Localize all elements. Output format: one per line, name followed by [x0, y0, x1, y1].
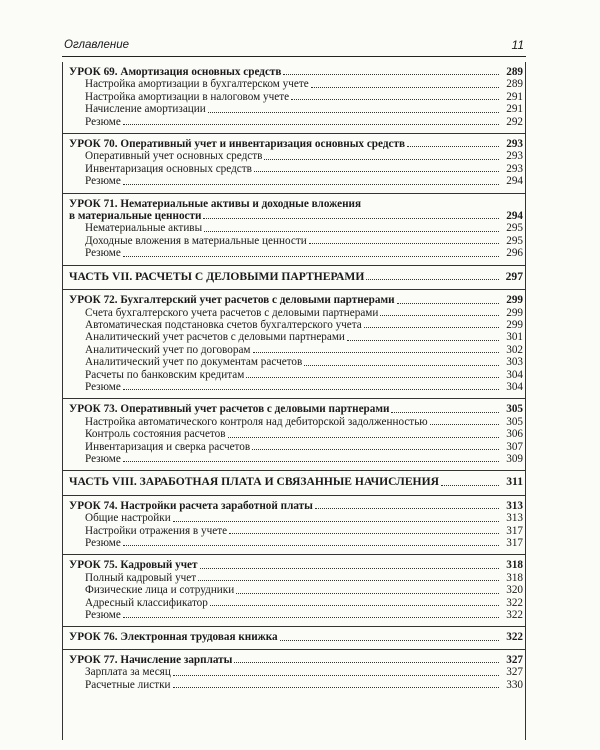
toc-item-row[interactable] [63, 235, 525, 247]
toc-page-number: 293 [506, 150, 523, 163]
toc-page-number: 291 [506, 90, 523, 103]
toc-page-number: 320 [506, 584, 523, 597]
dot-leader [123, 461, 499, 462]
toc-item-row[interactable] [63, 679, 525, 691]
table-of-contents [62, 62, 526, 740]
toc-item-row[interactable] [63, 150, 525, 162]
toc-item-title: Доходные вложения в материальные ценности [85, 234, 307, 247]
toc-item-row[interactable] [63, 381, 525, 393]
toc-page-number: 305 [506, 415, 523, 428]
dot-leader [254, 171, 499, 172]
page-header-title: Оглавление [64, 39, 129, 51]
toc-item-row[interactable] [63, 369, 525, 381]
toc-block-lesson-73 [63, 399, 525, 471]
toc-item-row[interactable] [63, 572, 525, 584]
dot-leader [397, 303, 499, 304]
toc-item-row[interactable] [63, 428, 525, 440]
toc-item-row[interactable] [63, 525, 525, 537]
toc-block-lesson-70 [63, 134, 525, 194]
dot-leader [311, 87, 499, 88]
toc-block-lesson-74 [63, 496, 525, 556]
toc-page-number: 305 [506, 403, 523, 416]
toc-item-title: Полный кадровый учет [85, 571, 197, 584]
toc-page-number: 289 [506, 78, 523, 91]
toc-item-row[interactable] [63, 416, 525, 428]
dot-leader [123, 124, 499, 125]
toc-item-title: Начисление амортизации [85, 103, 206, 116]
dot-leader [407, 146, 499, 147]
toc-page-number: 313 [506, 512, 523, 525]
toc-page-number: 289 [506, 66, 523, 78]
toc-block-lesson-69 [63, 62, 525, 134]
toc-item-row[interactable] [63, 307, 525, 319]
toc-item-title: Оперативный учет основных средств [85, 150, 263, 163]
toc-page-number: 302 [506, 343, 523, 356]
toc-block-lesson-77 [63, 650, 525, 696]
page-number: 11 [511, 38, 524, 52]
toc-item-row[interactable] [63, 537, 525, 549]
dot-leader [123, 256, 499, 257]
page-header [62, 38, 526, 57]
toc-item-title: Аналитический учет по договорам [85, 343, 251, 356]
dot-leader [246, 377, 499, 378]
toc-item-title: Настройки отражения в учете [85, 524, 228, 537]
toc-page-number: 299 [506, 294, 523, 307]
toc-page-number: 299 [506, 318, 523, 331]
toc-page-number: 322 [506, 596, 523, 609]
toc-block-lesson-72 [63, 290, 525, 399]
toc-item-title: Инвентаризация и сверка расчетов [85, 440, 251, 453]
toc-lesson-row[interactable] [63, 403, 525, 415]
dot-leader [430, 424, 499, 425]
toc-part-title: ЧАСТЬ VII. РАСЧЕТЫ С ДЕЛОВЫМИ ПАРТНЕРАМИ [69, 269, 365, 283]
toc-item-row[interactable] [63, 78, 525, 90]
toc-item-title: Резюме [85, 380, 121, 393]
toc-page-number: 330 [506, 678, 523, 691]
toc-lesson-title: УРОК 69. Амортизация основных средств [69, 66, 282, 78]
toc-page-number: 297 [505, 269, 523, 283]
toc-page-number: 292 [506, 115, 523, 128]
toc-block-lesson-76 [63, 627, 525, 649]
dot-leader [252, 449, 499, 450]
dot-leader [228, 437, 499, 438]
dot-leader [441, 485, 499, 486]
toc-page-number: 318 [506, 559, 523, 572]
toc-page-number: 318 [506, 571, 523, 584]
dot-leader [123, 617, 499, 618]
dot-leader [280, 640, 499, 641]
dot-leader [173, 687, 499, 688]
toc-item-row[interactable] [63, 222, 525, 234]
dot-leader [203, 218, 499, 219]
toc-page-number: 306 [506, 428, 523, 441]
dot-leader [380, 315, 499, 316]
toc-page-number: 309 [506, 452, 523, 465]
toc-page-number: 299 [506, 306, 523, 319]
toc-lesson-title: УРОК 73. Оперативный учет расчетов с деловыми партнерами [69, 403, 390, 416]
toc-item-row[interactable] [63, 441, 525, 453]
toc-item-row[interactable] [63, 319, 525, 331]
toc-item-title: Контроль состояния расчетов [85, 428, 226, 441]
toc-lesson-row[interactable] [63, 559, 525, 571]
toc-lesson-row[interactable] [63, 138, 525, 150]
toc-lesson-row[interactable] [63, 654, 525, 666]
toc-item-title: Настройка амортизации в налоговом учете [85, 90, 290, 103]
toc-page-number: 293 [506, 138, 523, 151]
toc-item-row[interactable] [63, 666, 525, 678]
toc-item-title: Настройка амортизации в бухгалтерском учете [85, 78, 309, 91]
toc-item-title: Адресный классификатор [85, 596, 208, 609]
dot-leader [123, 389, 499, 390]
toc-page-number: 291 [506, 103, 523, 116]
toc-page-number: 317 [506, 537, 523, 549]
dot-leader [123, 184, 499, 185]
toc-page-number: 307 [506, 440, 523, 453]
dot-leader [173, 675, 499, 676]
dot-leader [366, 279, 499, 280]
dot-leader [234, 662, 499, 663]
dot-leader [198, 580, 499, 581]
toc-item-title: Резюме [85, 115, 121, 128]
toc-item-row[interactable] [63, 175, 525, 187]
toc-part-title: ЧАСТЬ VIII. ЗАРАБОТНАЯ ПЛАТА И СВЯЗАННЫЕ НАЧИСЛЕНИЯ [69, 475, 439, 489]
toc-item-title: Аналитический учет по документам расчетов [85, 356, 303, 369]
dot-leader [200, 568, 499, 569]
toc-item-title: Физические лица и сотрудники [85, 584, 235, 597]
toc-item-title: Резюме [85, 537, 121, 549]
toc-item-title: Резюме [85, 452, 121, 465]
toc-page-number: 293 [506, 162, 523, 175]
dot-leader [236, 593, 499, 594]
dot-leader [123, 545, 499, 546]
toc-page-number: 327 [506, 653, 523, 666]
toc-page-number: 304 [506, 380, 523, 393]
toc-item-row[interactable] [63, 116, 525, 128]
toc-item-row[interactable] [63, 597, 525, 609]
toc-item-row[interactable] [63, 91, 525, 103]
toc-page-number: 303 [506, 356, 523, 369]
toc-item-title: Зарплата за месяц [85, 666, 171, 679]
toc-item-title: Резюме [85, 247, 121, 260]
dot-leader [347, 340, 499, 341]
dot-leader [210, 605, 499, 606]
toc-item-title: Резюме [85, 175, 121, 188]
toc-lesson-title: УРОК 72. Бухгалтерский учет расчетов с деловыми партнерами [69, 294, 395, 307]
toc-lesson-title: УРОК 75. Кадровый учет [69, 559, 198, 572]
toc-item-title: Автоматическая подстановка счетов бухгалтерского учета [85, 318, 362, 331]
toc-part-row[interactable] [63, 476, 525, 488]
toc-lesson-title: УРОК 77. Начисление зарплаты [69, 653, 233, 666]
toc-item-title: Настройка автоматического контроля над дебиторской задолженностью [85, 415, 428, 428]
toc-block-lesson-71 [63, 194, 525, 266]
dot-leader [253, 352, 500, 353]
toc-item-title: Нематериальные активы [85, 222, 203, 235]
toc-page-number: 327 [506, 666, 523, 679]
toc-item-row[interactable] [63, 103, 525, 115]
toc-item-row[interactable] [63, 584, 525, 596]
toc-item-title: Расчетные листки [85, 678, 171, 691]
toc-item-row[interactable] [63, 247, 525, 259]
toc-item-row[interactable] [63, 331, 525, 343]
toc-page-number: 317 [506, 524, 523, 537]
dot-leader [315, 508, 499, 509]
toc-lesson-title: УРОК 70. Оперативный учет и инвентаризация основных средств [69, 138, 405, 151]
toc-page-number: 311 [506, 475, 523, 489]
toc-page-number: 313 [506, 499, 523, 512]
toc-page-number: 294 [506, 175, 523, 188]
dot-leader [283, 74, 499, 75]
dot-leader [208, 112, 499, 113]
toc-item-title: Резюме [85, 609, 121, 622]
dot-leader [264, 159, 499, 160]
toc-lesson-title: УРОК 71. Нематериальные активы и доходные вложения [69, 197, 362, 210]
toc-lesson-row[interactable] [63, 500, 525, 512]
toc-item-title: Аналитический учет расчетов с деловыми партнерами [85, 331, 345, 344]
toc-page-number: 322 [506, 609, 523, 622]
toc-item-row[interactable] [63, 344, 525, 356]
toc-item-title: Инвентаризация основных средств [85, 162, 252, 175]
dot-leader [391, 412, 499, 413]
dot-leader [229, 533, 499, 534]
toc-page-number: 295 [506, 222, 523, 235]
toc-lesson-title: УРОК 76. Электронная трудовая книжка [69, 631, 278, 644]
toc-lesson-title-cont: в материальные ценности [69, 210, 202, 223]
toc-page-number: 294 [506, 210, 523, 223]
toc-lesson-row[interactable] [63, 294, 525, 306]
toc-block-part-7 [63, 266, 525, 290]
toc-lesson-title: УРОК 74. Настройки расчета заработной платы [69, 499, 313, 512]
dot-leader [304, 365, 499, 366]
toc-item-row[interactable] [63, 453, 525, 465]
toc-part-row[interactable] [63, 271, 525, 283]
toc-lesson-row[interactable] [63, 631, 525, 643]
toc-page-number: 304 [506, 368, 523, 381]
toc-block-lesson-75 [63, 555, 525, 627]
dot-leader [291, 99, 499, 100]
toc-item-title: Счета бухгалтерского учета расчетов с деловыми партнерами [85, 306, 379, 319]
dot-leader [173, 521, 499, 522]
toc-lesson-row[interactable] [63, 198, 525, 223]
toc-page-number: 296 [506, 247, 523, 260]
toc-block-part-8 [63, 471, 525, 495]
dot-leader [309, 243, 499, 244]
toc-item-row[interactable] [63, 356, 525, 368]
toc-page-number: 322 [506, 631, 523, 644]
toc-page-number: 301 [506, 331, 523, 344]
toc-item-row[interactable] [63, 512, 525, 524]
toc-item-row[interactable] [63, 163, 525, 175]
toc-item-title: Расчеты по банковским кредитам [85, 368, 245, 381]
toc-lesson-row[interactable] [63, 66, 525, 78]
dot-leader [364, 327, 499, 328]
toc-item-title: Общие настройки [85, 512, 171, 525]
toc-page-number: 295 [506, 234, 523, 247]
toc-item-row[interactable] [63, 609, 525, 621]
dot-leader [204, 231, 499, 232]
